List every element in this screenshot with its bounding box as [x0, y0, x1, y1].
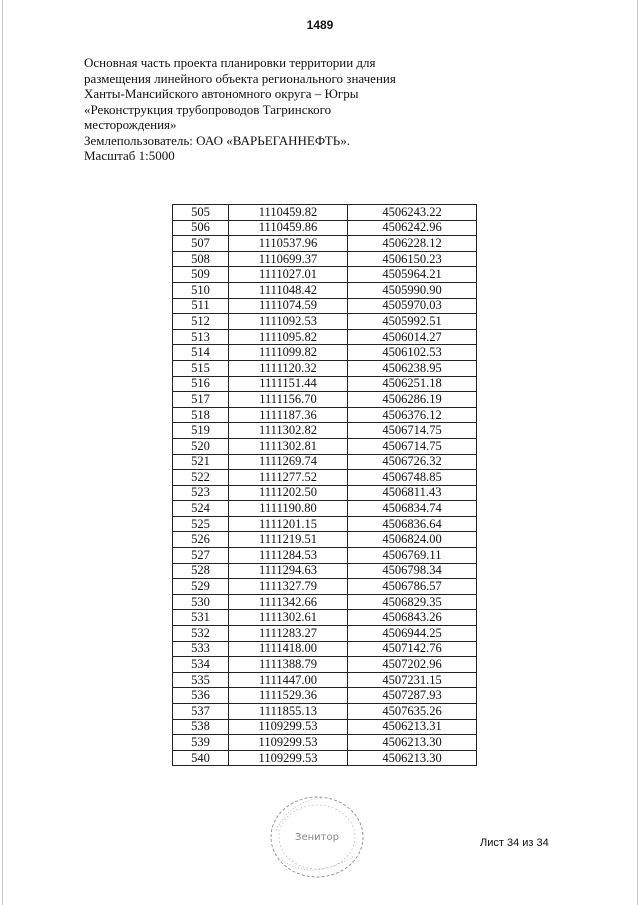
- point-number-cell: 538: [173, 719, 229, 735]
- point-number-cell: 513: [173, 329, 229, 345]
- point-number-cell: 532: [173, 626, 229, 642]
- y-coordinate-cell: 4506836.64: [348, 516, 477, 532]
- point-number-cell: 519: [173, 423, 229, 439]
- table-row: [173, 360, 477, 376]
- table-row: [173, 298, 477, 314]
- y-coordinate-cell: 4506251.18: [348, 376, 477, 392]
- point-number-cell: 525: [173, 516, 229, 532]
- table-row: [173, 392, 477, 408]
- y-coordinate-cell: 4506213.30: [348, 750, 477, 766]
- point-number-cell: 517: [173, 392, 229, 408]
- table-row: [173, 672, 477, 688]
- y-coordinate-cell: 4506829.35: [348, 594, 477, 610]
- y-coordinate-cell: 4505964.21: [348, 267, 477, 283]
- y-coordinate-cell: 4506286.19: [348, 392, 477, 408]
- x-coordinate-cell: 1111294.63: [229, 563, 348, 579]
- x-coordinate-cell: 1111027.01: [229, 267, 348, 283]
- table-row: [173, 626, 477, 642]
- x-coordinate-cell: 1111388.79: [229, 657, 348, 673]
- point-number-cell: 514: [173, 345, 229, 361]
- table-row: [173, 610, 477, 626]
- x-coordinate-cell: 1111187.36: [229, 407, 348, 423]
- y-coordinate-cell: 4506213.30: [348, 735, 477, 751]
- y-coordinate-cell: 4506811.43: [348, 485, 477, 501]
- x-coordinate-cell: 1111099.82: [229, 345, 348, 361]
- table-row: [173, 267, 477, 283]
- x-coordinate-cell: 1111092.53: [229, 314, 348, 330]
- y-coordinate-cell: 4506714.75: [348, 438, 477, 454]
- y-coordinate-cell: 4506834.74: [348, 501, 477, 517]
- y-coordinate-cell: 4506769.11: [348, 548, 477, 564]
- point-number-cell: 537: [173, 704, 229, 720]
- header-line: «Реконструкция трубопроводов Тагринского: [84, 101, 332, 117]
- x-coordinate-cell: 1111048.42: [229, 282, 348, 298]
- y-coordinate-cell: 4506376.12: [348, 407, 477, 423]
- y-coordinate-cell: 4505992.51: [348, 314, 477, 330]
- table-row: [173, 454, 477, 470]
- table-row: [173, 548, 477, 564]
- sheet-counter: Лист 34 из 34: [480, 837, 549, 849]
- point-number-cell: 527: [173, 548, 229, 564]
- x-coordinate-cell: 1111151.44: [229, 376, 348, 392]
- header-line: Основная часть проекта планировки территории для: [84, 55, 376, 70]
- x-coordinate-cell: 1111302.82: [229, 423, 348, 439]
- company-seal-stamp: [262, 790, 372, 885]
- x-coordinate-cell: 1111190.80: [229, 501, 348, 517]
- point-number-cell: 539: [173, 735, 229, 751]
- table-row: [173, 470, 477, 486]
- document-header: [84, 55, 414, 164]
- table-row: [173, 314, 477, 330]
- y-coordinate-cell: 4506786.57: [348, 579, 477, 595]
- table-row: [173, 329, 477, 345]
- header-line: Ханты-Мансийского автономного округа – Югры: [84, 86, 359, 101]
- point-number-cell: 505: [173, 205, 229, 221]
- y-coordinate-cell: 4506243.22: [348, 205, 477, 221]
- x-coordinate-cell: 1111120.32: [229, 360, 348, 376]
- table-row: [173, 735, 477, 751]
- x-coordinate-cell: 1111447.00: [229, 672, 348, 688]
- coordinates-table: [172, 204, 477, 766]
- point-number-cell: 506: [173, 220, 229, 236]
- x-coordinate-cell: 1109299.53: [229, 735, 348, 751]
- x-coordinate-cell: 1111074.59: [229, 298, 348, 314]
- table-row: [173, 657, 477, 673]
- x-coordinate-cell: 1111219.51: [229, 532, 348, 548]
- table-row: [173, 236, 477, 252]
- table-row: [173, 641, 477, 657]
- scale-line: Масштаб 1:5000: [84, 148, 175, 163]
- point-number-cell: 522: [173, 470, 229, 486]
- x-coordinate-cell: 1109299.53: [229, 719, 348, 735]
- x-coordinate-cell: 1111302.61: [229, 610, 348, 626]
- y-coordinate-cell: 4506014.27: [348, 329, 477, 345]
- table-row: [173, 376, 477, 392]
- y-coordinate-cell: 4506726.32: [348, 454, 477, 470]
- point-number-cell: 524: [173, 501, 229, 517]
- coordinates-table-body: [173, 205, 477, 766]
- x-coordinate-cell: 1110537.96: [229, 236, 348, 252]
- table-row: [173, 485, 477, 501]
- x-coordinate-cell: 1111284.53: [229, 548, 348, 564]
- x-coordinate-cell: 1111418.00: [229, 641, 348, 657]
- point-number-cell: 521: [173, 454, 229, 470]
- land-user-line: Землепользователь: ОАО «ВАРЬЕГАННЕФТЬ».: [84, 132, 350, 148]
- table-row: [173, 407, 477, 423]
- x-coordinate-cell: 1111156.70: [229, 392, 348, 408]
- point-number-cell: 535: [173, 672, 229, 688]
- table-row: [173, 688, 477, 704]
- x-coordinate-cell: 1109299.53: [229, 750, 348, 766]
- table-row: [173, 704, 477, 720]
- point-number-cell: 531: [173, 610, 229, 626]
- y-coordinate-cell: 4506242.96: [348, 220, 477, 236]
- x-coordinate-cell: 1111529.36: [229, 688, 348, 704]
- table-row: [173, 563, 477, 579]
- table-row: [173, 719, 477, 735]
- x-coordinate-cell: 1110459.86: [229, 220, 348, 236]
- page-edge-left: [2, 0, 3, 905]
- x-coordinate-cell: 1111283.27: [229, 626, 348, 642]
- point-number-cell: 509: [173, 267, 229, 283]
- point-number-cell: 515: [173, 360, 229, 376]
- y-coordinate-cell: 4506213.31: [348, 719, 477, 735]
- point-number-cell: 534: [173, 657, 229, 673]
- table-row: [173, 579, 477, 595]
- table-row: [173, 501, 477, 517]
- point-number-cell: 511: [173, 298, 229, 314]
- x-coordinate-cell: 1110699.37: [229, 251, 348, 267]
- point-number-cell: 526: [173, 532, 229, 548]
- table-row: [173, 205, 477, 221]
- page-number: 1489: [306, 18, 334, 32]
- table-row: [173, 251, 477, 267]
- y-coordinate-cell: 4506843.26: [348, 610, 477, 626]
- table-row: [173, 594, 477, 610]
- x-coordinate-cell: 1111302.81: [229, 438, 348, 454]
- point-number-cell: 520: [173, 438, 229, 454]
- header-line: месторождения»: [84, 117, 177, 132]
- y-coordinate-cell: 4507202.96: [348, 657, 477, 673]
- point-number-cell: 530: [173, 594, 229, 610]
- x-coordinate-cell: 1111095.82: [229, 329, 348, 345]
- y-coordinate-cell: 4506150.23: [348, 251, 477, 267]
- table-row: [173, 220, 477, 236]
- y-coordinate-cell: 4506102.53: [348, 345, 477, 361]
- table-row: [173, 282, 477, 298]
- point-number-cell: 510: [173, 282, 229, 298]
- x-coordinate-cell: 1111277.52: [229, 470, 348, 486]
- table-row: [173, 438, 477, 454]
- y-coordinate-cell: 4507142.76: [348, 641, 477, 657]
- table-row: [173, 345, 477, 361]
- table-row: [173, 750, 477, 766]
- x-coordinate-cell: 1111327.79: [229, 579, 348, 595]
- page-edge-right: [637, 0, 638, 905]
- point-number-cell: 518: [173, 407, 229, 423]
- seal-label: Зенитор: [295, 832, 339, 843]
- point-number-cell: 540: [173, 750, 229, 766]
- y-coordinate-cell: 4505990.90: [348, 282, 477, 298]
- point-number-cell: 508: [173, 251, 229, 267]
- point-number-cell: 523: [173, 485, 229, 501]
- x-coordinate-cell: 1111202.50: [229, 485, 348, 501]
- point-number-cell: 533: [173, 641, 229, 657]
- point-number-cell: 536: [173, 688, 229, 704]
- y-coordinate-cell: 4506798.34: [348, 563, 477, 579]
- table-row: [173, 516, 477, 532]
- y-coordinate-cell: 4507287.93: [348, 688, 477, 704]
- table-row: [173, 532, 477, 548]
- point-number-cell: 507: [173, 236, 229, 252]
- x-coordinate-cell: 1110459.82: [229, 205, 348, 221]
- y-coordinate-cell: 4506238.95: [348, 360, 477, 376]
- x-coordinate-cell: 1111342.66: [229, 594, 348, 610]
- y-coordinate-cell: 4507231.15: [348, 672, 477, 688]
- table-row: [173, 423, 477, 439]
- y-coordinate-cell: 4505970.03: [348, 298, 477, 314]
- y-coordinate-cell: 4506228.12: [348, 236, 477, 252]
- y-coordinate-cell: 4507635.26: [348, 704, 477, 720]
- point-number-cell: 529: [173, 579, 229, 595]
- point-number-cell: 512: [173, 314, 229, 330]
- y-coordinate-cell: 4506824.00: [348, 532, 477, 548]
- point-number-cell: 528: [173, 563, 229, 579]
- y-coordinate-cell: 4506944.25: [348, 626, 477, 642]
- y-coordinate-cell: 4506748.85: [348, 470, 477, 486]
- x-coordinate-cell: 1111269.74: [229, 454, 348, 470]
- point-number-cell: 516: [173, 376, 229, 392]
- header-line: размещения линейного объекта регионального значения: [84, 70, 396, 86]
- y-coordinate-cell: 4506714.75: [348, 423, 477, 439]
- x-coordinate-cell: 1111855.13: [229, 704, 348, 720]
- x-coordinate-cell: 1111201.15: [229, 516, 348, 532]
